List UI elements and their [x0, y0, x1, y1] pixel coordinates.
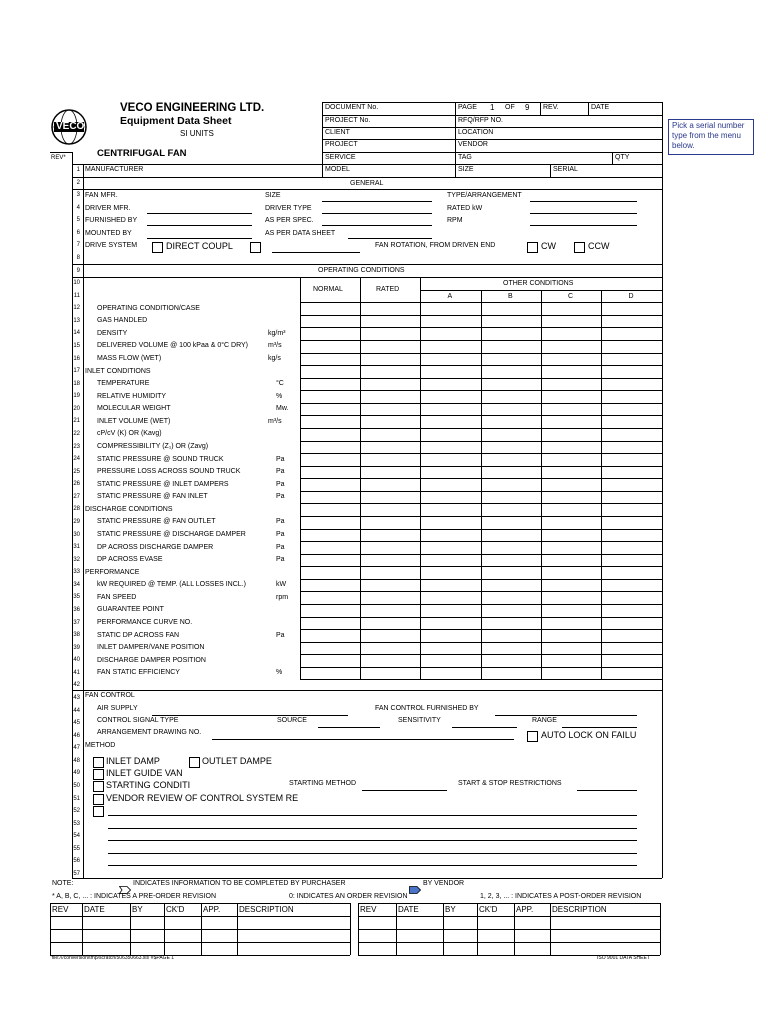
row-number: 55 [73, 845, 80, 852]
revision-header: BY [445, 905, 456, 914]
air-supply-label: AIR SUPPLY [97, 705, 138, 712]
row-number: 8 [76, 255, 80, 261]
general-title: GENERAL [350, 180, 384, 187]
by-vendor-note: BY VENDOR [423, 880, 465, 887]
type-arrangement-label: TYPE/ARRANGEMENT [447, 192, 522, 199]
direct-coupl-checkbox[interactable] [152, 242, 163, 253]
size-gen-label: SIZE [265, 192, 281, 199]
operating-row-label: STATIC PRESSURE @ SOUND TRUCK [97, 455, 224, 463]
operating-row-unit: kg/m³ [268, 329, 286, 337]
other-condition-col-header: B [508, 292, 513, 300]
direct-coupl-label: DIRECT COUPL [166, 241, 233, 251]
operating-row-unit: Pa [276, 543, 285, 551]
vendor-review-checkbox[interactable] [93, 794, 104, 805]
row-number: 41 [73, 669, 80, 676]
control-signal-label: CONTROL SIGNAL TYPE [97, 717, 179, 724]
revision-header: REV [52, 905, 69, 914]
row-number: 33 [73, 569, 80, 576]
client-label: CLIENT [325, 129, 350, 136]
other-condition-col-header: A [447, 292, 453, 300]
driver-type-label: DRIVER TYPE [265, 205, 312, 212]
revision-header: DESCRIPTION [552, 905, 607, 914]
fan-control-furnished-label: FAN CONTROL FURNISHED BY [375, 705, 479, 712]
row-number: 4 [76, 204, 80, 211]
operating-row-label: DELIVERED VOLUME @ 100 kPaa & 0°C DRY) [97, 342, 248, 350]
operating-row-unit: Pa [276, 518, 285, 526]
footer-iso: ISO 9001 DATA SHEET [597, 955, 650, 961]
row-number: 6 [76, 229, 80, 236]
row-number: 21 [73, 418, 80, 425]
operating-row-label: GUARANTEE POINT [97, 606, 164, 614]
operating-row-label: STATIC PRESSURE @ FAN OUTLET [97, 518, 216, 526]
operating-row-label: FAN SPEED [97, 593, 137, 601]
other-conditions-header: OTHER CONDITIONS [503, 280, 574, 287]
revision-header: BY [132, 905, 143, 914]
operating-row-unit: Pa [276, 631, 285, 639]
inlet-guide-checkbox[interactable] [93, 769, 104, 780]
fan-rotation-label: FAN ROTATION, FROM DRIVEN END [375, 242, 496, 249]
tag-label: TAG [458, 154, 472, 161]
project-no-label: PROJECT No. [325, 117, 371, 124]
size-label: SIZE [458, 166, 474, 173]
row-number: 22 [73, 431, 80, 437]
revision-header: CK'D [166, 905, 185, 914]
row-number: 53 [73, 820, 80, 827]
row-number: 30 [73, 531, 80, 538]
row-number: 42 [73, 682, 80, 689]
source-label: SOURCE [277, 717, 307, 724]
operating-row-unit: rpm [276, 593, 289, 601]
operating-row-unit: Pa [276, 455, 285, 463]
auto-lock-checkbox[interactable] [527, 731, 538, 742]
rated-kw-label: RATED kW [447, 205, 483, 212]
row-number: 57 [73, 870, 80, 877]
serial-tooltip: Pick a serial number type from the menu below. [668, 119, 754, 155]
units-label: SI UNITS [180, 129, 214, 138]
operating-row-unit: % [276, 669, 283, 677]
starting-method-label: STARTING METHOD [289, 780, 357, 787]
other-drive-checkbox[interactable] [250, 242, 261, 253]
vendor-review-label: VENDOR REVIEW OF CONTROL SYSTEM RE [106, 793, 299, 803]
revision-header: APP. [203, 905, 221, 914]
other-condition-col-header: C [568, 292, 574, 300]
auto-lock-label: AUTO LOCK ON FAILU [541, 730, 637, 740]
operating-row-unit: % [276, 392, 283, 400]
rev-field-label: REV. [543, 104, 559, 111]
row-number: 34 [73, 581, 80, 588]
inlet-damp-label: INLET DAMP [106, 756, 160, 766]
operating-row-unit: Pa [276, 493, 285, 501]
page-number: 1 [490, 103, 495, 112]
starting-cond-checkbox[interactable] [93, 781, 104, 792]
service-label: SERVICE [325, 154, 356, 161]
revision-header: DESCRIPTION [239, 905, 294, 914]
row-number: 48 [73, 757, 80, 764]
sensitivity-label: SENSITIVITY [398, 717, 441, 724]
inlet-damp-checkbox[interactable] [93, 757, 104, 768]
operating-row-unit: Pa [276, 468, 285, 476]
operating-row-label: cP/cV (K) OR (Kavg) [97, 430, 162, 438]
range-label: RANGE [532, 717, 557, 724]
fan-control-title: FAN CONTROL [85, 692, 135, 699]
operating-row-label: INLET VOLUME (WET) [97, 417, 171, 425]
pre-order-note: * A, B, C, ... : INDICATES A PRE-ORDER REVISION [52, 893, 217, 900]
fan-mfr-label: FAN MFR. [85, 192, 118, 199]
operating-row-label: OPERATING CONDITION/CASE [97, 304, 200, 312]
rfq-label: RFQ/RFP NO. [458, 117, 503, 124]
date-field-label: DATE [591, 104, 610, 111]
operating-row-label: STATIC PRESSURE @ INLET DAMPERS [97, 480, 229, 488]
ccw-checkbox[interactable] [574, 242, 585, 253]
operating-row-unit: m³/s [268, 342, 282, 350]
operating-row-label: DISCHARGE DAMPER POSITION [97, 656, 206, 664]
row-number: 26 [73, 481, 80, 488]
normal-header: NORMAL [313, 286, 343, 293]
revision-header: DATE [84, 905, 105, 914]
operating-row-label: DP ACROSS DISCHARGE DAMPER [97, 543, 214, 551]
ccw-label: CCW [588, 241, 610, 251]
revision-header: DATE [398, 905, 419, 914]
operating-row-label: INLET CONDITIONS [85, 367, 151, 375]
operating-row-label: RELATIVE HUMIDITY [97, 392, 167, 400]
operating-row-unit: °C [276, 380, 284, 388]
operating-row-unit: kg/s [268, 355, 281, 363]
operating-title: OPERATING CONDITIONS [318, 267, 405, 274]
operating-row-label: DP ACROSS EVASE [97, 556, 163, 564]
row-number: 54 [73, 833, 80, 840]
qty-label: QTY [615, 154, 630, 161]
row-number: 1 [76, 167, 80, 173]
operating-row-unit: Pa [276, 531, 285, 539]
row-number: 10 [73, 280, 80, 287]
row-number: 20 [73, 405, 80, 412]
note-label: NOTE: [52, 880, 74, 887]
operating-row-label: COMPRESSIBILITY (Z₁) OR (Zavg) [97, 443, 209, 451]
row-number: 51 [73, 795, 80, 802]
operating-row-label: DENSITY [97, 329, 128, 337]
outlet-damp-checkbox[interactable] [189, 757, 200, 768]
page-label: PAGE [458, 104, 477, 111]
post-order-note: 1, 2, 3, ... : INDICATES A POST-ORDER REVISION [480, 893, 642, 900]
row-number: 11 [73, 292, 80, 299]
row-number: 18 [73, 380, 80, 387]
row-number: 40 [73, 657, 80, 664]
rpm-label: RPM [447, 217, 463, 224]
logo-text: VECO [56, 121, 85, 132]
project-label: PROJECT [325, 141, 358, 148]
method-label: METHOD [85, 742, 116, 749]
equipment-title: CENTRIFUGAL FAN [97, 148, 187, 159]
row-number: 35 [73, 594, 80, 601]
row-number: 2 [76, 179, 80, 186]
row-number: 46 [73, 732, 80, 739]
operating-row-label: MOLECULAR WEIGHT [97, 405, 171, 413]
operating-row-label: STATIC DP ACROSS FAN [97, 631, 180, 639]
row-number: 49 [73, 770, 80, 777]
driver-mfr-label: DRIVER MFR. [85, 205, 131, 212]
operating-row-label: PRESSURE LOSS ACROSS SOUND TRUCK [97, 468, 241, 476]
row-number: 47 [73, 745, 80, 752]
row-number: 16 [73, 355, 80, 362]
arrangement-drawing-label: ARRANGEMENT DRAWING NO. [97, 729, 202, 736]
operating-row-unit: kW [276, 581, 287, 589]
operating-row-label: GAS HANDLED [97, 317, 148, 325]
row-number: 43 [73, 694, 80, 701]
row-number: 14 [73, 330, 80, 337]
page-total: 9 [525, 103, 530, 112]
row-number: 27 [73, 493, 80, 500]
row-number: 5 [76, 217, 80, 224]
row-number: 28 [73, 506, 80, 513]
operating-row-label: STATIC PRESSURE @ DISCHARGE DAMPER [97, 531, 246, 539]
operating-row-unit: m³/s [268, 417, 282, 425]
manufacturer-label: MANUFACTURER [85, 166, 144, 173]
sheet-title: Equipment Data Sheet [120, 115, 232, 127]
of-label: OF [505, 104, 515, 111]
outlet-damp-label: OUTLET DAMPE [202, 756, 272, 766]
operating-row-label: STATIC PRESSURE @ FAN INLET [97, 493, 208, 501]
row-number: 23 [73, 443, 80, 450]
row-number: 32 [73, 556, 80, 563]
row-number: 24 [73, 456, 80, 463]
row-number: 25 [73, 468, 80, 475]
veco-logo [50, 108, 88, 146]
drive-system-label: DRIVE SYSTEM [85, 242, 138, 249]
row-number: 37 [73, 619, 80, 626]
row-number: 19 [73, 393, 80, 400]
furnished-by-label: FURNISHED BY [85, 217, 138, 224]
row-number: 56 [73, 858, 80, 865]
mounted-by-label: MOUNTED BY [85, 230, 132, 237]
revision-header: APP. [516, 905, 534, 914]
row-number: 39 [73, 644, 80, 651]
row-number: 17 [73, 368, 80, 375]
vendor-label: VENDOR [458, 141, 488, 148]
row-number: 3 [76, 192, 80, 199]
row-number: 12 [73, 305, 80, 312]
starting-cond-label: STARTING CONDITI [106, 780, 191, 790]
rated-header: RATED [376, 286, 400, 293]
row-number: 29 [73, 519, 80, 525]
operating-row-label: DISCHARGE CONDITIONS [85, 505, 173, 513]
purchaser-note: INDICATES INFORMATION TO BE COMPLETED BY PURCHASER [133, 880, 346, 887]
row-number: 7 [76, 242, 80, 249]
operating-row-label: kW REQUIRED @ TEMP. (ALL LOSSES INCL.) [97, 581, 246, 589]
start-stop-label: START & STOP RESTRICTIONS [458, 780, 562, 787]
company-name: VECO ENGINEERING LTD. [120, 102, 265, 114]
operating-row-unit: Pa [276, 556, 285, 564]
row-number: 31 [73, 544, 80, 551]
other-condition-col-header: D [628, 292, 634, 300]
row-number: 9 [76, 267, 80, 274]
operating-row-label: PERFORMANCE CURVE NO. [97, 619, 193, 627]
footer-path: "file:///conversion/tmp/scratch/506350663.xls"#$PAGE 1 [50, 955, 175, 961]
operating-row-label: PERFORMANCE [85, 568, 140, 576]
cw-checkbox[interactable] [527, 242, 538, 253]
operating-row-unit: Mw. [276, 405, 289, 413]
row-number: 38 [73, 632, 80, 639]
row-number: 15 [73, 343, 80, 349]
operating-row-unit: Pa [276, 480, 285, 488]
revision-header: CK'D [479, 905, 498, 914]
row-number: 44 [73, 707, 80, 714]
as-per-spec-label: AS PER SPEC. [265, 217, 314, 224]
model-label: MODEL [325, 166, 350, 173]
document-no-label: DOCUMENT No. [325, 104, 379, 111]
row-number: 50 [73, 782, 80, 789]
location-label: LOCATION [458, 129, 494, 136]
revision-header: REV [360, 905, 377, 914]
as-per-data-sheet-label: AS PER DATA SHEET [265, 230, 336, 237]
cw-label: CW [541, 241, 556, 251]
rev-label: REV* [51, 155, 66, 161]
row-number: 52 [73, 808, 80, 815]
operating-row-label: FAN STATIC EFFICIENCY [97, 669, 180, 677]
order-note: 0: INDICATES AN ORDER REVISION [289, 893, 408, 900]
row-number: 13 [73, 317, 80, 324]
operating-row-label: MASS FLOW (WET) [97, 355, 162, 363]
operating-row-label: TEMPERATURE [97, 380, 150, 388]
row-number: 36 [73, 607, 80, 613]
row-52-checkbox[interactable] [93, 806, 104, 817]
inlet-guide-label: INLET GUIDE VAN [106, 768, 183, 778]
row-number: 45 [73, 720, 80, 727]
operating-row-label: INLET DAMPER/VANE POSITION [97, 644, 205, 652]
vendor-arrow-icon [409, 881, 421, 899]
serial-label: SERIAL [553, 166, 578, 173]
